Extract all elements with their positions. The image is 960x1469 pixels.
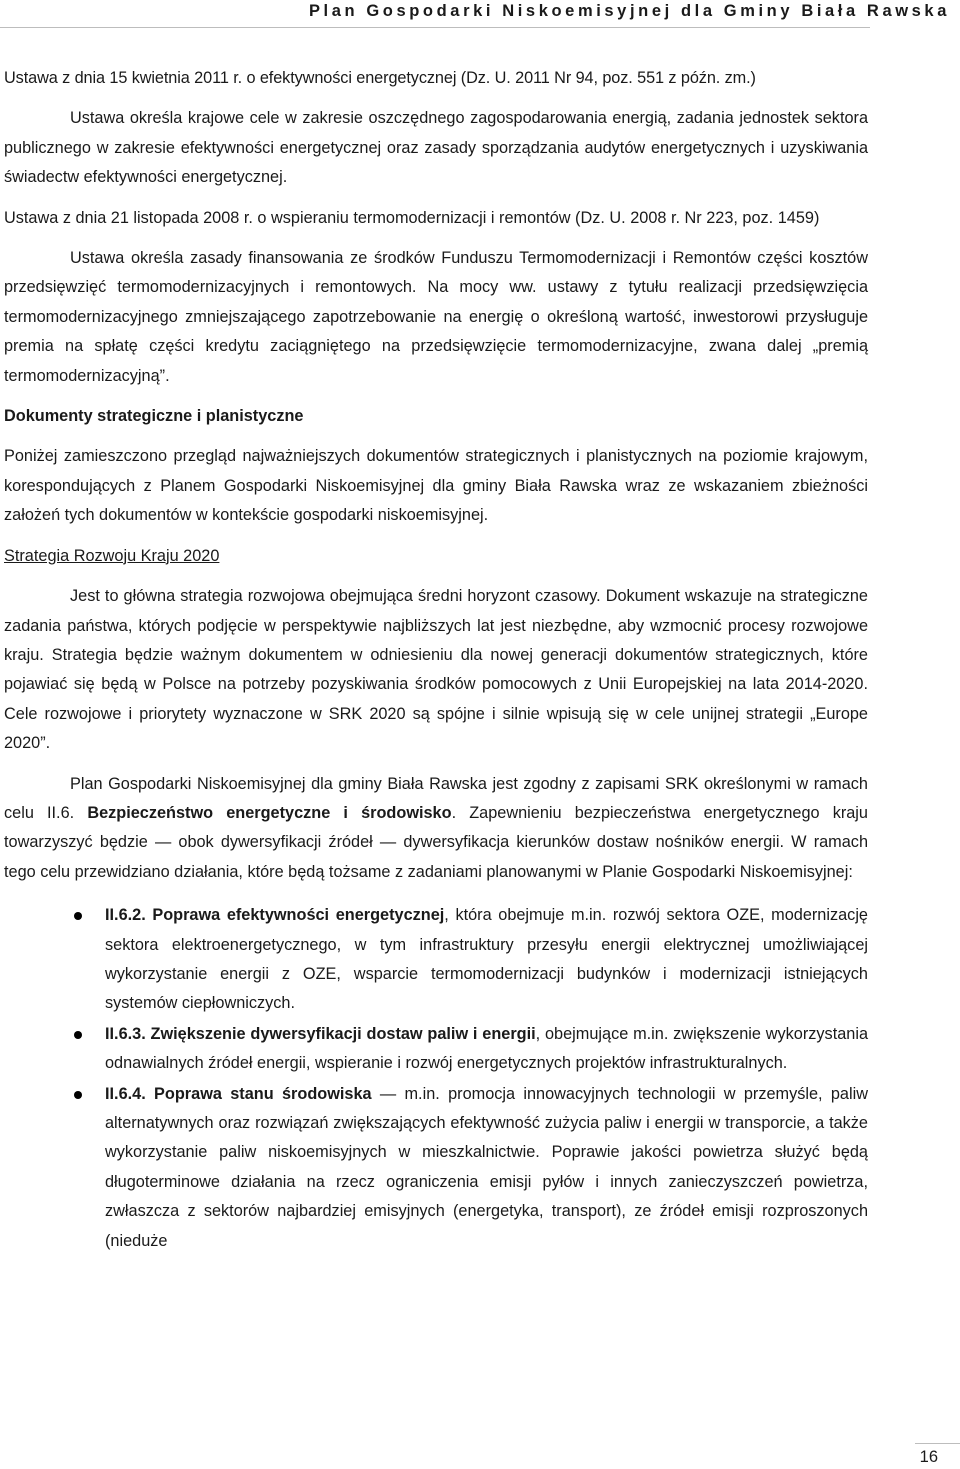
srk-goal-title: Bezpieczeństwo energetyczne i środowisko	[87, 803, 452, 822]
list-item-title: II.6.4. Poprawa stanu środowiska	[105, 1084, 372, 1103]
header-divider	[0, 27, 870, 28]
srk-body-2-start: Plan Gospodarki Niskoemisyjnej dla gminy Biała Rawska jest zgodny z zapisami SRK określonymi w ramach celu II.6.	[4, 774, 868, 822]
subsection-heading-srk: Strategia Rozwoju Kraju 2020	[4, 546, 220, 565]
law-body-efektywnosc: Ustawa określa krajowe cele w zakresie oszczędnego zagospodarowania energią, zadania jednostek sektora publicznego w zakresie efektywności energetycznej oraz zasady sporządzania audytów energetycznych i uzyskiwania świadectw efektywności energetycznej.	[4, 109, 868, 187]
bullet-icon	[74, 912, 82, 920]
list-item	[4, 1020, 868, 1079]
list-item-title: II.6.2. Poprawa efektywności energetycznej	[105, 906, 445, 925]
srk-body-2	[4, 770, 868, 888]
spacer	[4, 193, 868, 204]
list-item-title: II.6.3. Zwiększenie dywersyfikacji dostaw paliw i energii	[105, 1024, 536, 1043]
bullet-icon	[74, 1031, 82, 1039]
srk-body-2-end: . Zapewnieniu bezpieczeństwa energetycznego kraju towarzyszyć będzie — obok dywersyfikacji źródeł — dywersyfikacja kierunków dostaw nośników energii. W ramach tego celu przewidziano działania, które będą tożsame z zadaniami planowanymi w Planie Gospodarki Niskoemisyjnej:	[4, 803, 868, 881]
list-item-text: — m.in. promocja innowacyjnych technologii w przemyśle, paliw alternatywnych oraz rozwiązań zwiększających efektywność zużycia paliw i energii w transporcie, a także wykorzystanie paliw niskoemisyjnych w mieszkalnictwie. Poprawie jakości powietrza służyć będą długoterminowe działania na rzecz ograniczenia emisji pyłów i innych zanieczyszczeń powietrza, zwłaszcza z sektorów najbardziej emisyjnych (energetyka, transport), ze źródeł emisji rozproszonych (nieduże	[105, 1084, 868, 1250]
strategic-intro: Poniżej zamieszczono przegląd najważniejszych dokumentów strategicznych i planistycznych na poziomie krajowym, korespondujących z Planem Gospodarki Niskoemisyjnej dla gminy Biała Rawska wraz ze wskazaniem zbieżności założeń tych dokumentów w kontekście gospodarki niskoemisyjnej.	[4, 447, 868, 525]
law-body-termomodernizacja: Ustawa określa zasady finansowania ze środków Funduszu Termomodernizacji i Remontów części kosztów przedsięwzięć termomodernizacyjnych i remontowych. Na mocy ww. ustawy z tytułu realizacji przedsięwzięcia termomodernizacyjnego zmniejszającego zapotrzebowanie na energię o określoną wartość, inwestorowi przysługuje premia na spłatę części kredytu zaciągniętego na przedsięwzięcie termomodernizacyjne, zwana dalej „premią termomodernizacyjną”.	[4, 249, 868, 385]
spacer	[4, 93, 868, 104]
page-content	[4, 64, 868, 1256]
list-item-text: , obejmujące m.in. zwiększenie wykorzystania odnawialnych źródeł energii, wspieranie i rozwój energetycznych projektów infrastrukturalnych.	[105, 1024, 868, 1073]
spacer	[4, 391, 868, 402]
running-header	[0, 0, 960, 27]
law-title-efektywnosc: Ustawa z dnia 15 kwietnia 2011 r. o efektywności energetycznej (Dz. U. 2011 Nr 94, poz. 551 z późn. zm.)	[4, 69, 756, 87]
law-title-termomodernizacja: Ustawa z dnia 21 listopada 2008 r. o wspieraniu termomodernizacji i remontów (Dz. U. 2008 r. Nr 223, poz. 1459)	[4, 208, 820, 227]
spacer	[4, 571, 868, 582]
srk-body-1: Jest to główna strategia rozwojowa obejmująca średni horyzont czasowy. Dokument wskazuje na strategiczne zadania państwa, których podjęcie w perspektywie najbliższych lat jest niezbędne, aby wzmocnić procesy rozwojowe kraju. Strategia będzie ważnym dokumentem w odniesieniu dla nowej generacji dokumentów strategicznych, które pojawiać się będą w Polsce na potrzeby pozyskiwania środków pomocowych z Unii Europejskiej na lata 2014-2020. Cele rozwojowe i priorytety wyznaczone w SRK 2020 są spójne i silnie wpisują się w cele unijnej strategii „Europe 2020”.	[4, 587, 868, 753]
list-item	[4, 1080, 868, 1256]
spacer	[4, 887, 868, 901]
list-item	[4, 901, 868, 1019]
list-item-text: , która obejmuje m.in. rozwój sektora OZE, modernizację sektora elektroenergetycznego, w tym infrastruktury przesyłu energii elektrycznej umożliwiającej wykorzystanie energii z OZE, wsparcie termomodernizacji budynków i modernizacji istniejących systemów ciepłowniczych.	[105, 906, 868, 1013]
section-heading-strategic: Dokumenty strategiczne i planistyczne	[4, 407, 304, 426]
bullet-icon	[74, 1091, 82, 1099]
page-number: 16	[919, 1448, 938, 1466]
spacer	[4, 759, 868, 770]
footer-divider	[915, 1443, 960, 1444]
spacer	[4, 431, 868, 442]
goal-list	[4, 901, 868, 1256]
header-title: Plan Gospodarki Niskoemisyjnej dla Gminy Biała Rawska	[308, 2, 950, 20]
spacer	[4, 233, 868, 244]
spacer	[4, 531, 868, 542]
